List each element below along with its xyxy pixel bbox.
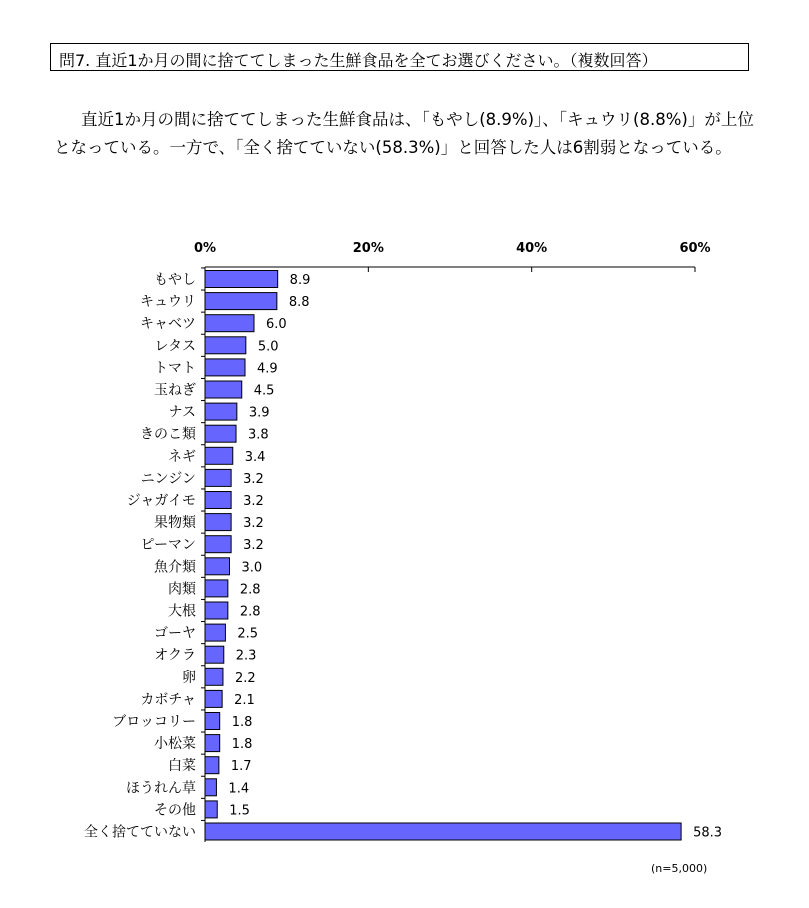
bar xyxy=(205,293,277,310)
value-label: 3.4 xyxy=(244,449,266,465)
value-label: 3.2 xyxy=(243,516,264,532)
value-label: 1.5 xyxy=(229,803,250,819)
summary-paragraph: 直近1か月の間に捨ててしまった生鮮食品は、「もやし(8.9%)」、「キュウリ(8.8%)」が上位となっている。一方で、「全く捨てていない(58.3%)」と回答した人は6割弱となっている。 xyxy=(54,110,754,157)
category-label: ゴーヤ xyxy=(154,625,196,642)
bar xyxy=(205,735,220,752)
value-label: 2.2 xyxy=(234,670,256,686)
value-label: 8.8 xyxy=(288,295,310,311)
value-label: 3.2 xyxy=(243,494,264,509)
sample-size-note: (n=5,000) xyxy=(651,862,708,875)
value-label: 1.8 xyxy=(231,715,253,730)
category-label: 全く捨てていない xyxy=(84,824,196,841)
category-label: レタス xyxy=(154,338,196,355)
category-label: トマト xyxy=(154,360,196,377)
category-label: ほうれん草 xyxy=(126,780,196,797)
bar xyxy=(205,447,233,464)
value-label: 6.0 xyxy=(266,317,287,333)
bar xyxy=(205,359,245,376)
question-text: 問7. 直近1か月の間に捨ててしまった生鮮食品を全てお選びください。（複数回答） xyxy=(59,51,658,70)
category-label: 卵 xyxy=(182,669,196,686)
bar xyxy=(205,425,236,442)
category-label: その他 xyxy=(154,802,196,819)
category-label: オクラ xyxy=(154,647,196,664)
category-label: カボチャ xyxy=(140,691,196,708)
value-label: 3.8 xyxy=(248,427,269,443)
category-label: 果物類 xyxy=(154,515,196,532)
value-label: 3.9 xyxy=(248,405,270,421)
x-tick-label: 0% xyxy=(193,241,217,256)
category-label: 肉類 xyxy=(168,581,196,598)
bar xyxy=(205,602,228,619)
category-label: 白菜 xyxy=(168,758,196,775)
category-label: 大根 xyxy=(168,603,196,620)
category-label: ナス xyxy=(168,404,196,421)
category-label: もやし xyxy=(154,272,196,288)
category-label: ネギ xyxy=(168,448,196,465)
value-label: 8.9 xyxy=(289,273,311,288)
bar xyxy=(205,337,246,354)
bar xyxy=(205,757,219,774)
value-label: 58.3 xyxy=(693,825,723,841)
bar xyxy=(205,668,223,685)
value-label: 3.2 xyxy=(243,471,264,487)
bar xyxy=(205,690,222,707)
value-label: 2.3 xyxy=(235,648,257,664)
x-tick-label: 40% xyxy=(516,241,548,256)
bar xyxy=(205,801,217,818)
value-label: 2.8 xyxy=(239,582,261,598)
category-label: ブロッコリー xyxy=(112,714,196,730)
bar xyxy=(205,713,220,730)
bar xyxy=(205,315,254,332)
bar xyxy=(205,624,225,641)
bar xyxy=(205,403,237,420)
bar xyxy=(205,492,231,509)
bar xyxy=(205,779,216,796)
value-label: 2.5 xyxy=(237,626,259,642)
value-label: 3.2 xyxy=(243,538,264,554)
value-label: 2.1 xyxy=(234,692,255,708)
value-label: 1.7 xyxy=(230,759,252,775)
value-label: 4.9 xyxy=(257,361,278,377)
bar xyxy=(205,646,224,663)
value-label: 1.8 xyxy=(231,737,253,753)
value-label: 3.0 xyxy=(241,560,263,576)
category-label: きのこ類 xyxy=(140,426,196,443)
category-label: ニンジン xyxy=(140,470,196,487)
category-label: ピーマン xyxy=(140,537,196,554)
bar xyxy=(205,381,242,398)
bar xyxy=(205,580,228,597)
bar xyxy=(205,271,278,288)
value-label: 2.8 xyxy=(239,604,261,620)
bar xyxy=(205,823,681,840)
value-label: 4.5 xyxy=(253,383,275,399)
value-label: 5.0 xyxy=(257,339,279,355)
category-label: 小松菜 xyxy=(154,736,196,753)
bar xyxy=(205,469,231,486)
category-label: キュウリ xyxy=(140,294,196,311)
bar xyxy=(205,558,230,575)
x-tick-label: 20% xyxy=(352,241,384,256)
bar xyxy=(205,514,231,531)
category-label: キャベツ xyxy=(140,316,196,333)
category-label: 玉ねぎ xyxy=(154,382,196,399)
value-label: 1.4 xyxy=(228,781,250,797)
x-tick-label: 60% xyxy=(679,241,711,256)
category-label: 魚介類 xyxy=(154,559,196,576)
category-label: ジャガイモ xyxy=(126,493,196,509)
bar xyxy=(205,536,231,553)
